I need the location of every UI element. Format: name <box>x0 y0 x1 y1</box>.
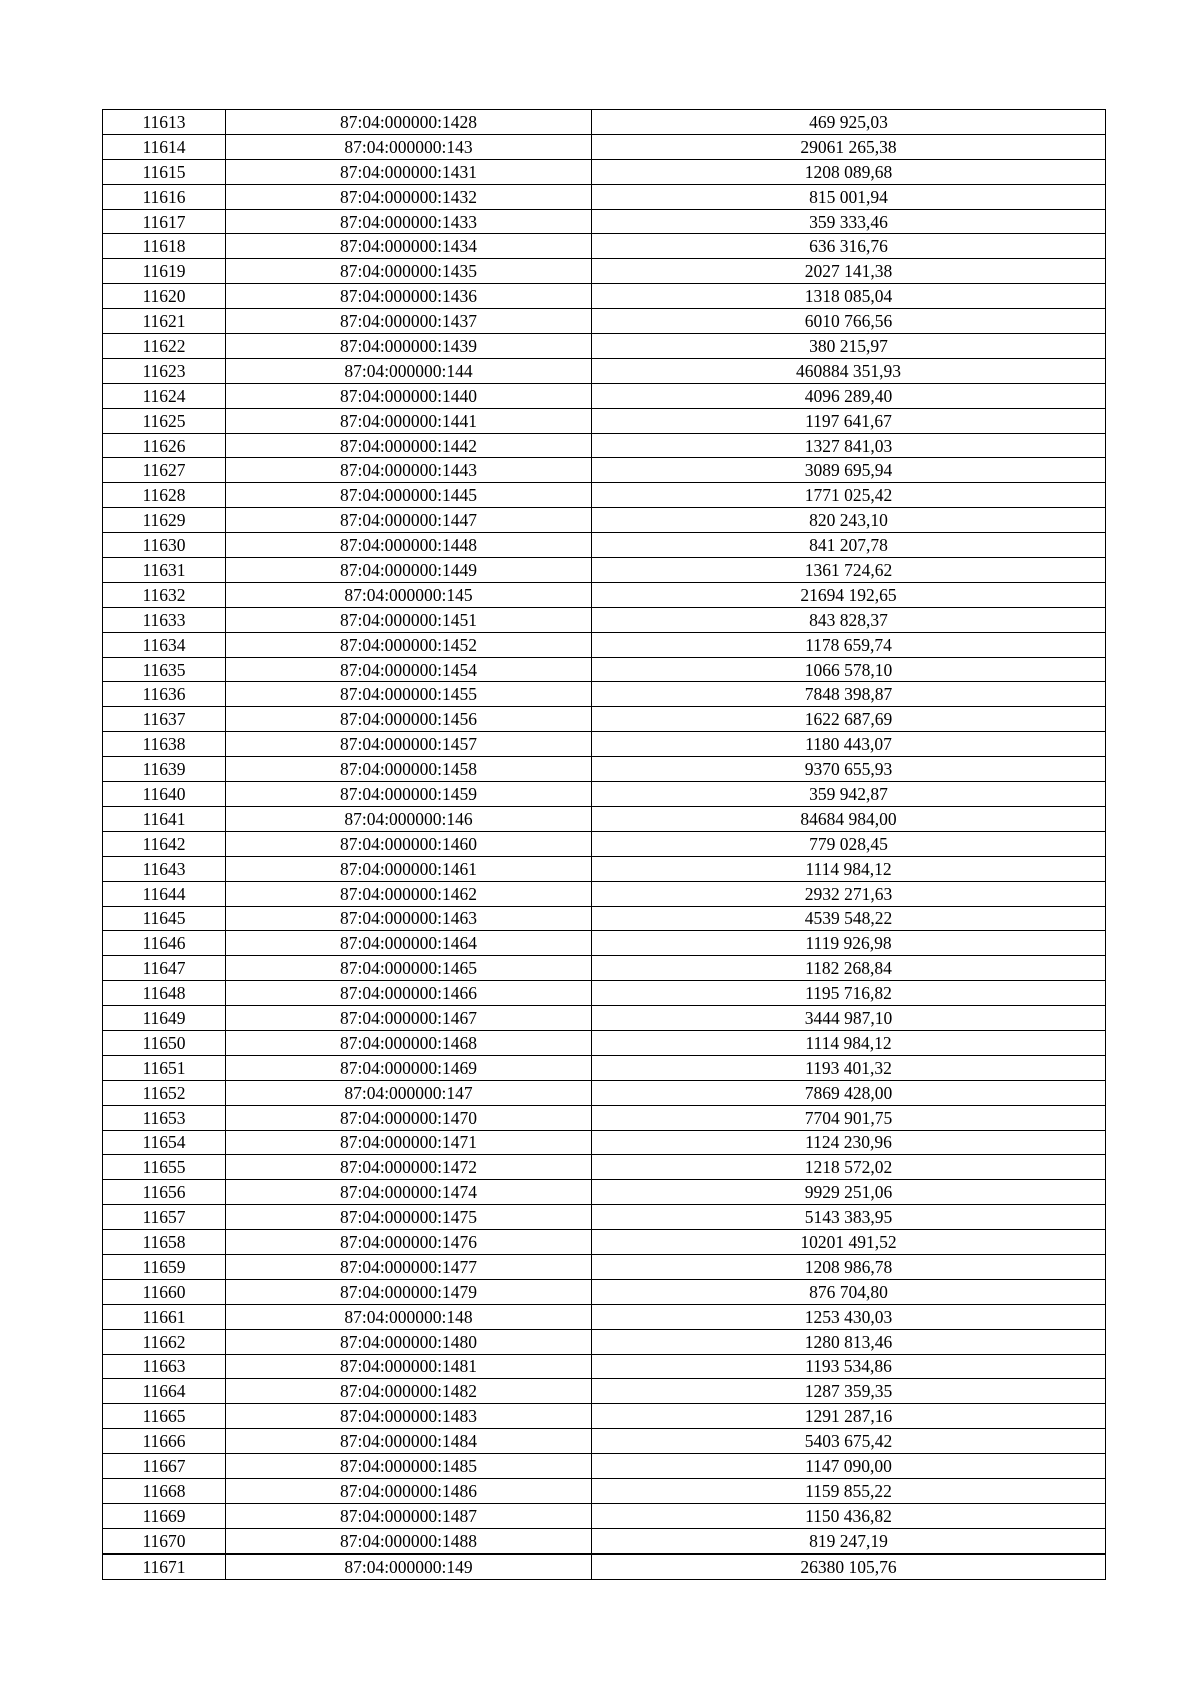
row-number-cell: 11669 <box>103 1503 226 1528</box>
cadastral-value-cell: 636 316,76 <box>592 234 1106 259</box>
table-row <box>103 184 1106 209</box>
cadastral-value-cell: 1318 085,04 <box>592 284 1106 309</box>
cadastral-value-cell: 4539 548,22 <box>592 906 1106 931</box>
cadastral-number-cell: 87:04:000000:1472 <box>226 1155 592 1180</box>
row-number-cell: 11627 <box>103 458 226 483</box>
table-row <box>103 1105 1106 1130</box>
cadastral-number-cell: 87:04:000000:1466 <box>226 981 592 1006</box>
row-number-cell: 11620 <box>103 284 226 309</box>
cadastral-number-cell: 87:04:000000:1451 <box>226 607 592 632</box>
table-row <box>103 1478 1106 1503</box>
cadastral-number-cell: 87:04:000000:1480 <box>226 1329 592 1354</box>
cadastral-number-cell: 87:04:000000:1475 <box>226 1205 592 1230</box>
cadastral-value-cell: 10201 491,52 <box>592 1230 1106 1255</box>
row-number-cell: 11613 <box>103 110 226 135</box>
table-row <box>103 956 1106 981</box>
cadastral-number-cell: 87:04:000000:147 <box>226 1080 592 1105</box>
row-number-cell: 11667 <box>103 1454 226 1479</box>
cadastral-number-cell: 87:04:000000:1468 <box>226 1030 592 1055</box>
cadastral-value-cell: 460884 351,93 <box>592 358 1106 383</box>
table-body <box>103 110 1106 1580</box>
cadastral-number-cell: 87:04:000000:1445 <box>226 483 592 508</box>
cadastral-value-cell: 1150 436,82 <box>592 1503 1106 1528</box>
row-number-cell: 11671 <box>103 1554 226 1579</box>
row-number-cell: 11614 <box>103 134 226 159</box>
row-number-cell: 11647 <box>103 956 226 981</box>
cadastral-value-cell: 1159 855,22 <box>592 1478 1106 1503</box>
cadastral-number-cell: 87:04:000000:1486 <box>226 1478 592 1503</box>
cadastral-number-cell: 87:04:000000:1461 <box>226 856 592 881</box>
table-row <box>103 1130 1106 1155</box>
row-number-cell: 11628 <box>103 483 226 508</box>
row-number-cell: 11636 <box>103 682 226 707</box>
row-number-cell: 11658 <box>103 1230 226 1255</box>
cadastral-number-cell: 87:04:000000:1462 <box>226 881 592 906</box>
cadastral-number-cell: 87:04:000000:1458 <box>226 757 592 782</box>
cadastral-value-cell: 1253 430,03 <box>592 1304 1106 1329</box>
cadastral-value-cell: 841 207,78 <box>592 533 1106 558</box>
table-row <box>103 1155 1106 1180</box>
table-row <box>103 284 1106 309</box>
cadastral-value-cell: 1287 359,35 <box>592 1379 1106 1404</box>
cadastral-number-cell: 87:04:000000:144 <box>226 358 592 383</box>
cadastral-number-cell: 87:04:000000:1481 <box>226 1354 592 1379</box>
cadastral-value-cell: 1114 984,12 <box>592 1030 1106 1055</box>
cadastral-number-cell: 87:04:000000:1439 <box>226 334 592 359</box>
cadastral-value-cell: 5403 675,42 <box>592 1429 1106 1454</box>
row-number-cell: 11660 <box>103 1279 226 1304</box>
table-row <box>103 458 1106 483</box>
table-row <box>103 358 1106 383</box>
row-number-cell: 11654 <box>103 1130 226 1155</box>
cadastral-value-cell: 1124 230,96 <box>592 1130 1106 1155</box>
table-row <box>103 1055 1106 1080</box>
row-number-cell: 11626 <box>103 433 226 458</box>
cadastral-number-cell: 87:04:000000:1483 <box>226 1404 592 1429</box>
table-row <box>103 806 1106 831</box>
cadastral-value-cell: 1066 578,10 <box>592 657 1106 682</box>
table-row <box>103 582 1106 607</box>
cadastral-number-cell: 87:04:000000:146 <box>226 806 592 831</box>
cadastral-number-cell: 87:04:000000:1449 <box>226 558 592 583</box>
cadastral-number-cell: 87:04:000000:1479 <box>226 1279 592 1304</box>
cadastral-number-cell: 87:04:000000:1442 <box>226 433 592 458</box>
table-row <box>103 607 1106 632</box>
table-row <box>103 1080 1106 1105</box>
row-number-cell: 11619 <box>103 259 226 284</box>
cadastral-number-cell: 87:04:000000:1428 <box>226 110 592 135</box>
row-number-cell: 11668 <box>103 1478 226 1503</box>
table-row <box>103 1554 1106 1579</box>
cadastral-number-cell: 87:04:000000:1485 <box>226 1454 592 1479</box>
table-row <box>103 732 1106 757</box>
cadastral-value-cell: 820 243,10 <box>592 508 1106 533</box>
table-row <box>103 1180 1106 1205</box>
cadastral-value-cell: 779 028,45 <box>592 831 1106 856</box>
row-number-cell: 11617 <box>103 209 226 234</box>
cadastral-number-cell: 87:04:000000:1431 <box>226 159 592 184</box>
table-row <box>103 632 1106 657</box>
cadastral-number-cell: 87:04:000000:1460 <box>226 831 592 856</box>
cadastral-number-cell: 87:04:000000:1474 <box>226 1180 592 1205</box>
table-row <box>103 433 1106 458</box>
cadastral-number-cell: 87:04:000000:1465 <box>226 956 592 981</box>
row-number-cell: 11656 <box>103 1180 226 1205</box>
cadastral-number-cell: 87:04:000000:1434 <box>226 234 592 259</box>
cadastral-number-cell: 87:04:000000:1437 <box>226 309 592 334</box>
table-row <box>103 1454 1106 1479</box>
row-number-cell: 11659 <box>103 1254 226 1279</box>
cadastral-number-cell: 87:04:000000:1470 <box>226 1105 592 1130</box>
row-number-cell: 11621 <box>103 309 226 334</box>
table-row <box>103 558 1106 583</box>
table-row <box>103 1254 1106 1279</box>
row-number-cell: 11653 <box>103 1105 226 1130</box>
row-number-cell: 11644 <box>103 881 226 906</box>
cadastral-value-cell: 21694 192,65 <box>592 582 1106 607</box>
row-number-cell: 11637 <box>103 707 226 732</box>
cadastral-value-cell: 7848 398,87 <box>592 682 1106 707</box>
cadastral-number-cell: 87:04:000000:1435 <box>226 259 592 284</box>
cadastral-number-cell: 87:04:000000:1482 <box>226 1379 592 1404</box>
table-row <box>103 981 1106 1006</box>
table-row <box>103 657 1106 682</box>
cadastral-number-cell: 87:04:000000:1487 <box>226 1503 592 1528</box>
cadastral-number-cell: 87:04:000000:143 <box>226 134 592 159</box>
table-row <box>103 383 1106 408</box>
row-number-cell: 11631 <box>103 558 226 583</box>
table-row <box>103 1279 1106 1304</box>
cadastral-number-cell: 87:04:000000:1432 <box>226 184 592 209</box>
cadastral-value-cell: 1622 687,69 <box>592 707 1106 732</box>
row-number-cell: 11655 <box>103 1155 226 1180</box>
cadastral-value-cell: 1180 443,07 <box>592 732 1106 757</box>
cadastral-number-cell: 87:04:000000:1455 <box>226 682 592 707</box>
cadastral-value-cell: 1178 659,74 <box>592 632 1106 657</box>
cadastral-number-cell: 87:04:000000:1447 <box>226 508 592 533</box>
row-number-cell: 11625 <box>103 408 226 433</box>
cadastral-value-cell: 359 333,46 <box>592 209 1106 234</box>
cadastral-value-cell: 84684 984,00 <box>592 806 1106 831</box>
row-number-cell: 11630 <box>103 533 226 558</box>
row-number-cell: 11657 <box>103 1205 226 1230</box>
row-number-cell: 11649 <box>103 1006 226 1031</box>
cadastral-number-cell: 87:04:000000:1456 <box>226 707 592 732</box>
cadastral-number-cell: 87:04:000000:1440 <box>226 383 592 408</box>
cadastral-value-cell: 3089 695,94 <box>592 458 1106 483</box>
cadastral-number-cell: 87:04:000000:149 <box>226 1554 592 1579</box>
cadastral-number-cell: 87:04:000000:1433 <box>226 209 592 234</box>
cadastral-value-cell: 7704 901,75 <box>592 1105 1106 1130</box>
cadastral-value-cell: 26380 105,76 <box>592 1554 1106 1579</box>
cadastral-value-cell: 29061 265,38 <box>592 134 1106 159</box>
cadastral-value-cell: 5143 383,95 <box>592 1205 1106 1230</box>
table-row <box>103 1230 1106 1255</box>
cadastral-value-cell: 1771 025,42 <box>592 483 1106 508</box>
cadastral-number-cell: 87:04:000000:1459 <box>226 782 592 807</box>
row-number-cell: 11639 <box>103 757 226 782</box>
row-number-cell: 11665 <box>103 1404 226 1429</box>
table-row <box>103 931 1106 956</box>
cadastral-value-cell: 2027 141,38 <box>592 259 1106 284</box>
cadastral-number-cell: 87:04:000000:1457 <box>226 732 592 757</box>
table-row <box>103 1006 1106 1031</box>
table-row <box>103 757 1106 782</box>
row-number-cell: 11622 <box>103 334 226 359</box>
cadastral-value-cell: 359 942,87 <box>592 782 1106 807</box>
cadastral-number-cell: 87:04:000000:1467 <box>226 1006 592 1031</box>
cadastral-number-cell: 87:04:000000:1471 <box>226 1130 592 1155</box>
table-row <box>103 309 1106 334</box>
row-number-cell: 11635 <box>103 657 226 682</box>
cadastral-value-cell: 1193 534,86 <box>592 1354 1106 1379</box>
table-row <box>103 408 1106 433</box>
row-number-cell: 11670 <box>103 1528 226 1553</box>
row-number-cell: 11650 <box>103 1030 226 1055</box>
table-row <box>103 831 1106 856</box>
cadastral-value-cell: 4096 289,40 <box>592 383 1106 408</box>
cadastral-value-cell: 1327 841,03 <box>592 433 1106 458</box>
cadastral-number-cell: 87:04:000000:148 <box>226 1304 592 1329</box>
cadastral-value-cell: 9929 251,06 <box>592 1180 1106 1205</box>
cadastral-value-cell: 1361 724,62 <box>592 558 1106 583</box>
row-number-cell: 11646 <box>103 931 226 956</box>
row-number-cell: 11663 <box>103 1354 226 1379</box>
table-row <box>103 259 1106 284</box>
row-number-cell: 11666 <box>103 1429 226 1454</box>
table-row <box>103 707 1106 732</box>
cadastral-value-cell: 469 925,03 <box>592 110 1106 135</box>
row-number-cell: 11618 <box>103 234 226 259</box>
cadastral-number-cell: 87:04:000000:1464 <box>226 931 592 956</box>
row-number-cell: 11643 <box>103 856 226 881</box>
cadastral-value-cell: 1208 986,78 <box>592 1254 1106 1279</box>
row-number-cell: 11651 <box>103 1055 226 1080</box>
row-number-cell: 11662 <box>103 1329 226 1354</box>
table-row <box>103 209 1106 234</box>
cadastral-number-cell: 87:04:000000:145 <box>226 582 592 607</box>
cadastral-value-cell: 1114 984,12 <box>592 856 1106 881</box>
cadastral-value-cell: 9370 655,93 <box>592 757 1106 782</box>
cadastral-value-cell: 843 828,37 <box>592 607 1106 632</box>
table-row <box>103 508 1106 533</box>
cadastral-number-cell: 87:04:000000:1484 <box>226 1429 592 1454</box>
table-row <box>103 483 1106 508</box>
row-number-cell: 11648 <box>103 981 226 1006</box>
cadastral-value-table <box>102 109 1106 1580</box>
table-row <box>103 334 1106 359</box>
table-row <box>103 881 1106 906</box>
table-row <box>103 234 1106 259</box>
row-number-cell: 11632 <box>103 582 226 607</box>
row-number-cell: 11640 <box>103 782 226 807</box>
row-number-cell: 11638 <box>103 732 226 757</box>
cadastral-value-cell: 819 247,19 <box>592 1528 1106 1553</box>
table-row <box>103 533 1106 558</box>
cadastral-number-cell: 87:04:000000:1436 <box>226 284 592 309</box>
table-row <box>103 1354 1106 1379</box>
row-number-cell: 11661 <box>103 1304 226 1329</box>
cadastral-value-cell: 876 704,80 <box>592 1279 1106 1304</box>
cadastral-number-cell: 87:04:000000:1441 <box>226 408 592 433</box>
table-row <box>103 1205 1106 1230</box>
cadastral-value-cell: 1218 572,02 <box>592 1155 1106 1180</box>
cadastral-value-cell: 3444 987,10 <box>592 1006 1106 1031</box>
table-row <box>103 906 1106 931</box>
cadastral-value-cell: 1208 089,68 <box>592 159 1106 184</box>
cadastral-number-cell: 87:04:000000:1454 <box>226 657 592 682</box>
row-number-cell: 11642 <box>103 831 226 856</box>
table-row <box>103 1404 1106 1429</box>
table-row <box>103 1030 1106 1055</box>
cadastral-value-cell: 1195 716,82 <box>592 981 1106 1006</box>
cadastral-value-cell: 2932 271,63 <box>592 881 1106 906</box>
table-row <box>103 110 1106 135</box>
cadastral-value-cell: 6010 766,56 <box>592 309 1106 334</box>
row-number-cell: 11634 <box>103 632 226 657</box>
table-row <box>103 1329 1106 1354</box>
row-number-cell: 11664 <box>103 1379 226 1404</box>
table-row <box>103 1528 1106 1553</box>
cadastral-number-cell: 87:04:000000:1477 <box>226 1254 592 1279</box>
cadastral-number-cell: 87:04:000000:1448 <box>226 533 592 558</box>
table-row <box>103 1429 1106 1454</box>
table-row <box>103 1379 1106 1404</box>
cadastral-value-cell: 1280 813,46 <box>592 1329 1106 1354</box>
table-row <box>103 782 1106 807</box>
cadastral-value-cell: 7869 428,00 <box>592 1080 1106 1105</box>
cadastral-value-cell: 1147 090,00 <box>592 1454 1106 1479</box>
table-row <box>103 159 1106 184</box>
table-row <box>103 682 1106 707</box>
cadastral-number-cell: 87:04:000000:1452 <box>226 632 592 657</box>
row-number-cell: 11623 <box>103 358 226 383</box>
cadastral-value-cell: 1197 641,67 <box>592 408 1106 433</box>
cadastral-number-cell: 87:04:000000:1469 <box>226 1055 592 1080</box>
cadastral-number-cell: 87:04:000000:1488 <box>226 1528 592 1553</box>
row-number-cell: 11624 <box>103 383 226 408</box>
cadastral-value-cell: 1291 287,16 <box>592 1404 1106 1429</box>
cadastral-value-cell: 815 001,94 <box>592 184 1106 209</box>
table-row <box>103 134 1106 159</box>
row-number-cell: 11616 <box>103 184 226 209</box>
cadastral-value-cell: 1119 926,98 <box>592 931 1106 956</box>
row-number-cell: 11645 <box>103 906 226 931</box>
row-number-cell: 11629 <box>103 508 226 533</box>
cadastral-number-cell: 87:04:000000:1443 <box>226 458 592 483</box>
cadastral-number-cell: 87:04:000000:1463 <box>226 906 592 931</box>
table-row <box>103 1304 1106 1329</box>
row-number-cell: 11652 <box>103 1080 226 1105</box>
row-number-cell: 11641 <box>103 806 226 831</box>
cadastral-value-cell: 1182 268,84 <box>592 956 1106 981</box>
table-row <box>103 1503 1106 1528</box>
table-row <box>103 856 1106 881</box>
cadastral-value-cell: 380 215,97 <box>592 334 1106 359</box>
row-number-cell: 11615 <box>103 159 226 184</box>
row-number-cell: 11633 <box>103 607 226 632</box>
cadastral-value-cell: 1193 401,32 <box>592 1055 1106 1080</box>
cadastral-number-cell: 87:04:000000:1476 <box>226 1230 592 1255</box>
